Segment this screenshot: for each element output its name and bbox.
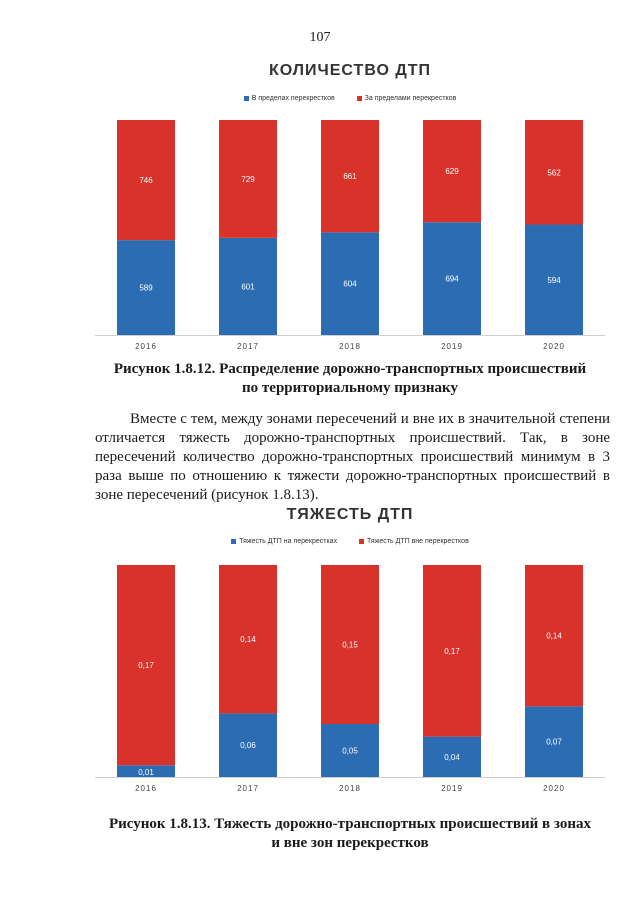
chart-plot (95, 555, 605, 800)
data-label-inside-2018: 0,05 (342, 746, 358, 756)
chart-legend (95, 95, 605, 102)
data-label-outside-2019: 0,17 (444, 646, 460, 656)
data-label-outside-2016: 746 (139, 176, 153, 186)
data-label-inside-2019: 0,04 (444, 752, 460, 762)
body-paragraph: Вместе с тем, между зонами пересечений и вне их в значительной степени отличается тяжесть дорожно-транспортных происшествий. Так, в зоне пересечений количество дорожно-транспортных происшествий минимум в 3 раза выше по отношению к тяжести дорожно-транспортных происшествий в зоне пересечений (рисунок 1.8.13). (95, 411, 610, 503)
legend-label-inside: Тяжесть ДТП на перекрестках (239, 538, 338, 545)
data-label-outside-2018: 661 (343, 172, 357, 182)
legend-swatch-outside (357, 96, 362, 101)
x-tick-label-2019: 2019 (441, 342, 463, 351)
caption-line: Рисунок 1.8.13. Тяжесть дорожно-транспортных происшествий в зонах (109, 816, 591, 832)
chart-count-accidents (95, 55, 605, 355)
x-tick-label-2018: 2018 (339, 342, 361, 351)
data-label-inside-2016: 0,01 (138, 768, 154, 777)
chart-accident-severity (95, 500, 605, 800)
x-tick-label-2020: 2020 (543, 342, 565, 351)
x-tick-label-2016: 2016 (135, 784, 157, 793)
legend-label-outside: Тяжесть ДТП вне перекрестков (367, 538, 469, 545)
caption-line: и вне зон перекрестков (271, 835, 429, 851)
x-tick-label-2018: 2018 (339, 784, 361, 793)
x-tick-label-2017: 2017 (237, 342, 259, 351)
legend-label-inside: В пределах перекрестков (251, 95, 335, 102)
data-label-inside-2017: 0,06 (240, 741, 256, 751)
data-label-inside-2017: 601 (241, 282, 255, 292)
x-tick-label-2019: 2019 (441, 784, 463, 793)
data-label-inside-2016: 589 (139, 283, 153, 293)
legend-swatch-inside (231, 539, 236, 544)
data-label-outside-2018: 0,15 (342, 640, 358, 650)
legend-item-inside (244, 95, 335, 102)
caption-line: по территориальному признаку (242, 380, 458, 396)
data-label-outside-2019: 629 (445, 167, 459, 177)
data-label-inside-2020: 0,07 (546, 737, 562, 747)
figure-caption-1-8-13 (80, 815, 620, 853)
x-tick-label-2017: 2017 (237, 784, 259, 793)
legend-item-inside (231, 538, 337, 545)
legend-swatch-outside (359, 539, 364, 544)
x-tick-label-2016: 2016 (135, 342, 157, 351)
data-label-inside-2018: 604 (343, 279, 357, 289)
legend-item-outside (357, 95, 457, 102)
legend-label-outside: За пределами перекрестков (364, 95, 457, 102)
legend-swatch-inside (244, 96, 249, 101)
data-label-outside-2016: 0,17 (138, 661, 154, 671)
chart-plot (95, 110, 605, 355)
data-label-outside-2017: 0,14 (240, 635, 256, 645)
page-number: 107 (309, 30, 331, 45)
data-label-outside-2020: 0,14 (546, 631, 562, 641)
chart-legend (95, 538, 605, 545)
figure-caption-1-8-12 (80, 360, 620, 398)
data-label-inside-2019: 694 (445, 274, 459, 284)
caption-line: Рисунок 1.8.12. Распределение дорожно-транспортных происшествий (113, 361, 587, 377)
chart-title: ТЯЖЕСТЬ ДТП (286, 506, 414, 523)
data-label-outside-2020: 562 (547, 168, 561, 178)
chart-title: КОЛИЧЕСТВО ДТП (268, 62, 432, 79)
legend-item-outside (359, 538, 469, 545)
x-tick-label-2020: 2020 (543, 784, 565, 793)
data-label-outside-2017: 729 (241, 174, 255, 184)
data-label-inside-2020: 594 (547, 275, 561, 285)
